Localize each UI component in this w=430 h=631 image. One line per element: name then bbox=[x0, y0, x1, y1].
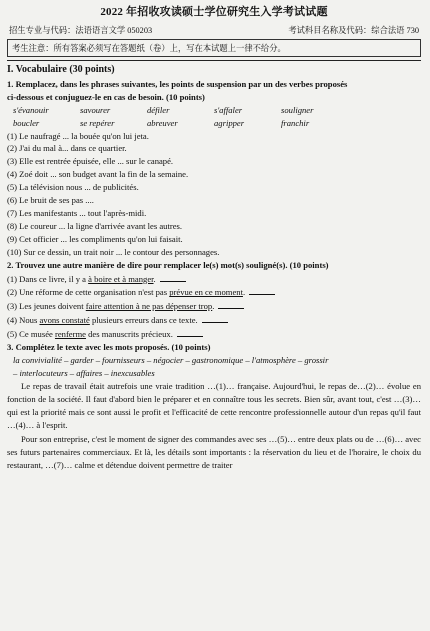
question-item: (1) Le naufragé ... la bouée qu'on lui jeta. bbox=[7, 130, 149, 141]
exam-title: 2022 年招收攻读硕士学位研究生入学考试试题 bbox=[100, 6, 328, 18]
section-heading: I. Vocabulaire (30 points) bbox=[7, 60, 421, 77]
question-item: (10) Sur ce dessin, un trait noir ... le contour des personnages. bbox=[7, 246, 220, 257]
answer-blank bbox=[202, 313, 228, 323]
underlined-phrase: renferme bbox=[54, 329, 86, 340]
question-item: (9) Cet officier ... les compliments qu'on lui faisait. bbox=[7, 233, 183, 244]
underlined-phrase: prévue en ce moment bbox=[169, 287, 243, 298]
word: se repérer bbox=[80, 117, 115, 128]
word-bank-row-1 bbox=[7, 104, 421, 117]
question-item: (7) Les manifestants ... tout l'après-midi. bbox=[7, 207, 147, 218]
question-item: (5) Ce musée renferme des manuscrits précieux. bbox=[7, 327, 421, 341]
text-paragraph: Le repas de travail était autrefois une vraie tradition …(1)… française. Aujourd'hui, le repas de…(2)… évolue en fonction de la société. Il faut d'abord bien le préparer et en connaître tous les secrets. Bien sûr, avant tout, c'est …(3)… qui est la priorité mais ce sont aussi le profit et l'efficacité de cette rencontre professionnelle autour d'un repas qu'il faut …(4)… à l'esprit. bbox=[7, 380, 421, 431]
question-2-instruction: 2. Trouvez une autre manière de dire pour remplacer le(s) mot(s) souligné(s). (10 points) bbox=[7, 259, 329, 270]
question-item: (1) Dans ce livre, il y a à boire et à manger. bbox=[7, 272, 421, 286]
question-item: (3) Elle est rentrée épuisée, elle ... sur le canapé. bbox=[7, 156, 174, 167]
underlined-phrase: faire attention à ne pas dépenser trop bbox=[85, 301, 213, 312]
word-bank-line: – interlocuteurs – affaires – inexcusables bbox=[13, 367, 155, 378]
answer-blank bbox=[160, 272, 186, 282]
subject-code: 考试科目名称及代码：综合法语 730 bbox=[288, 26, 419, 35]
answer-blank bbox=[177, 327, 203, 337]
underlined-phrase: à boire et à manger bbox=[88, 273, 154, 284]
word: abreuver bbox=[147, 117, 178, 128]
question-item: (2) J'ai du mal à... dans ce quartier. bbox=[7, 143, 127, 154]
word: défiler bbox=[147, 104, 170, 115]
answer-blank bbox=[249, 285, 275, 295]
exam-content bbox=[7, 60, 421, 472]
question-1-instruction: 1. Remplacez, dans les phrases suivantes, les points de suspension par un des verbes proposés bbox=[7, 78, 348, 89]
candidate-notice: 考生注意：所有答案必须写在答题纸（卷）上，写在本试题上一律不给分。 bbox=[7, 39, 421, 57]
word-bank-line: la convivialité – garder – fournisseurs – négocier – gastronomique – l'atmosphère – grossir bbox=[13, 354, 329, 365]
question-item: (5) La télévision nous ... de publicités. bbox=[7, 182, 139, 193]
question-1-instruction-cont: ci-dessous et conjuguez-le en cas de besoin. (10 points) bbox=[7, 91, 205, 102]
major-code: 招生专业与代码：法语语言文学 050203 bbox=[9, 26, 153, 35]
word: franchir bbox=[281, 117, 310, 128]
answer-blank bbox=[218, 299, 244, 309]
question-item: (2) Une réforme de cette organisation n'est pas prévue en ce moment. bbox=[7, 285, 421, 299]
word: savourer bbox=[80, 104, 111, 115]
question-item: (4) Zoé doit ... son budget avant la fin de la semaine. bbox=[7, 169, 189, 180]
question-item: (3) Les jeunes doivent faire attention à ne pas dépenser trop. bbox=[7, 299, 421, 313]
text-paragraph: Pour son entreprise, c'est le moment de signer des commandes avec ses …(5)… entre deux plats ou de …(6)… avec ses futurs partenaires commerciaux. Et là, les détails sont importants : la réservation du lieu et de l'horaire, le choix du restaurant, …(7)… calme et détendue doivent permettre de traiter bbox=[7, 433, 421, 470]
question-item: (6) Le bruit de ses pas .... bbox=[7, 195, 94, 206]
underlined-phrase: avons constaté bbox=[39, 315, 90, 326]
word-bank-row-2 bbox=[7, 117, 421, 130]
question-item: (4) Nous avons constaté plusieurs erreurs dans ce texte. bbox=[7, 313, 421, 327]
question-3-instruction: 3. Complétez le texte avec les mots proposés. (10 points) bbox=[7, 342, 211, 353]
question-item: (8) Le coureur ... la ligne d'arrivée avant les autres. bbox=[7, 220, 183, 231]
exam-meta bbox=[9, 24, 419, 36]
word: souligner bbox=[281, 104, 314, 115]
word: boucler bbox=[13, 117, 40, 128]
word: s'affaler bbox=[214, 104, 243, 115]
word: agripper bbox=[214, 117, 245, 128]
word: s'évanouir bbox=[13, 104, 49, 115]
